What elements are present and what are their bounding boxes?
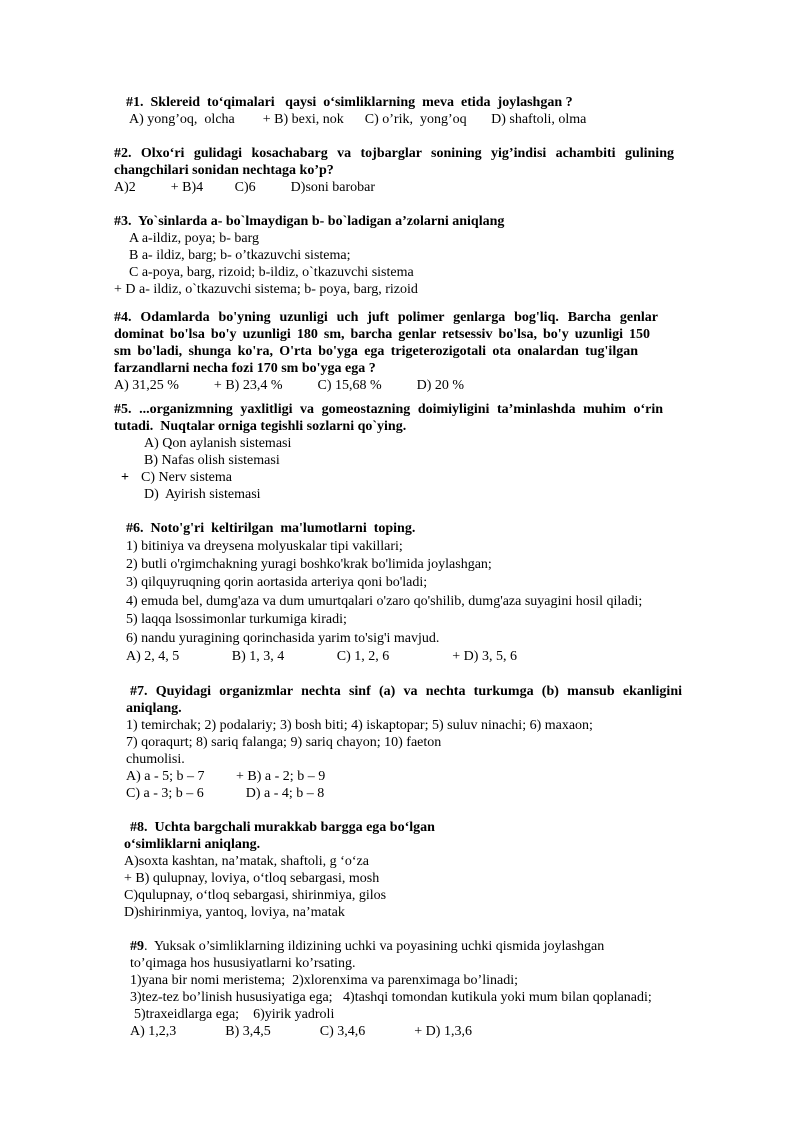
q5-option-b: B) Nafas olish sistemasi [144,453,280,468]
q2-options: A)2 + B)4 C)6 D)soni barobar [114,180,376,195]
q7-items-line-3: chumolisi. [126,752,185,767]
q9-title-text: . Yuksak o’simliklarning ildizining uchki va poyasining uchki qismida joylashgan [144,939,605,954]
q8-option-a: A)soxta kashtan, na’matak, shaftoli, g ‘o‘za [124,854,369,869]
q5-option-c: C) Nerv sistema [141,470,232,485]
q5-option-d: D) Ayirish sistemasi [144,487,261,502]
q6-item-4: 4) emuda bel, dumg'aza va dum umurtqalari o'zaro qo'shilib, dumg'aza suyagini hosil qiladi; [126,594,643,609]
q3-option-a: A a-ildiz, poya; b- barg [129,231,259,246]
q7-items-line-1: 1) temirchak; 2) podalariy; 3) bosh biti; 4) iskaptopar; 5) suluv ninachi; 6) maxaon; [126,718,593,733]
q5-line-1: #5. ...organizmning yaxlitligi va gomeostazning doimiyligini ta’minlashda muhim o‘rin [114,402,663,417]
q2-title-line-1: #2. Olxo‘ri gulidagi kosachabarg va tojbarglar sonining yig’indisi achambiti gulining [114,146,674,161]
q3-title: #3. Yo`sinlarda a- bo`lmaydigan b- bo`ladigan a’zolarni aniqlang [114,214,505,229]
q1-options: A) yong’oq, olcha + B) bexi, nok C) o’rik, yong’oq D) shaftoli, olma [129,112,587,127]
q9-number: #9 [130,939,144,954]
q9-title-line-1 [130,938,604,955]
q2-title-line-2: changchilari sonidan nechtaga ko’p? [114,163,334,178]
q5-option-a: A) Qon aylanish sistemasi [144,436,292,451]
q6-item-6: 6) nandu yuragining qorinchasida yarim to'sig'i mavjud. [126,631,440,646]
q3-option-c: C a-poya, barg, rizoid; b-ildiz, o`tkazuvchi sistema [129,265,414,280]
q5-correct-mark: + [121,470,129,485]
q8-option-d: D)shirinmiya, yantoq, loviya, na’matak [124,905,345,920]
q6-item-3: 3) qilquyruqning qorin aortasida arteriya qoni bo'ladi; [126,575,428,590]
q5-line-2: tutadi. Nuqtalar orniga tegishli sozlarni qo`ying. [114,419,407,434]
q6-item-1: 1) bitiniya va dreysena molyuskalar tipi vakillari; [126,539,403,554]
q8-title-line-2: o‘simliklarni aniqlang. [124,837,261,852]
q7-title-line-2: aniqlang. [126,701,182,716]
q9-options: A) 1,2,3 B) 3,4,5 C) 3,4,6 + D) 1,3,6 [130,1024,472,1039]
q6-options: A) 2, 4, 5 B) 1, 3, 4 C) 1, 2, 6 + D) 3, 5, 6 [126,649,517,664]
q6-title: #6. Noto'g'ri keltirilgan ma'lumotlarni toping. [126,521,416,536]
q3-option-b: B a- ildiz, barg; b- o’tkazuvchi sistema; [129,248,351,263]
q6-item-2: 2) butli o'rgimchakning yuragi boshko'krak bo'limida joylashgan; [126,557,492,572]
q4-line-3: sm bo'ladi, shunga ko'ra, O'rta bo'yga ega trigeterozigotali ota onalardan tug'ilgan [114,344,638,359]
q4-line-2: dominat bo'lsa bo'y uzunligi 180 sm, barcha genlar retsessiv bo'lsa, bo'y uzunligi 150 [114,327,650,342]
q9-title-line-2: to’qimaga hos hususiyatlarni ko’rsating. [130,956,356,971]
q9-items-line-3: 5)traxeidlarga ega; 6)yirik yadroli [134,1007,335,1022]
q9-items-line-2: 3)tez-tez bo’linish hususiyatiga ega; 4)tashqi tomondan kutikula yoki mum bilan qoplanadi; [130,990,652,1005]
q7-options-line-2: C) a - 3; b – 6 D) a - 4; b – 8 [126,786,325,801]
q6-item-5: 5) laqqa lsossimonlar turkumiga kiradi; [126,612,347,627]
q3-option-d: + D a- ildiz, o`tkazuvchi sistema; b- poya, barg, rizoid [114,282,418,297]
q1-title: #1. Sklereid to‘qimalari qaysi o‘simliklarning meva etida joylashgan ? [126,95,573,110]
q7-options-line-1: A) a - 5; b – 7 + B) a - 2; b – 9 [126,769,326,784]
q9-items-line-1: 1)yana bir nomi meristema; 2)xlorenxima va parenximaga bo’linadi; [130,973,518,988]
q4-line-4: farzandlarni necha fozi 170 sm bo'yga ega ? [114,361,376,376]
q4-line-1: #4. Odamlarda bo'yning uzunligi uch juft polimer genlarga bog'liq. Barcha genlar [114,310,658,325]
q7-title-line-1: #7. Quyidagi organizmlar nechta sinf (a) va nechta turkumga (b) mansub ekanligini [130,684,682,699]
q8-title-line-1: #8. Uchta bargchali murakkab bargga ega bo‘lgan [130,820,435,835]
q7-items-line-2: 7) qoraqurt; 8) sariq falanga; 9) sariq chayon; 10) faeton [126,735,442,750]
q4-options: A) 31,25 % + B) 23,4 % C) 15,68 % D) 20 % [114,378,465,393]
q8-option-b: + B) qulupnay, loviya, o‘tloq sebargasi, mosh [124,871,380,886]
q8-option-c: C)qulupnay, o‘tloq sebargasi, shirinmiya, gilos [124,888,387,903]
